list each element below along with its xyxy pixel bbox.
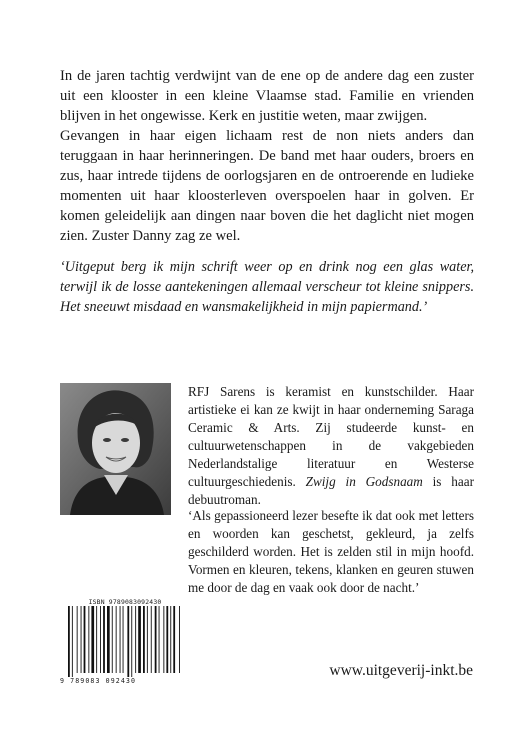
book-title: Zwijg in Godsnaam <box>305 474 423 489</box>
blurb <box>60 66 474 246</box>
author-quote: ‘Als gepassioneerd lezer besefte ik dat ook met letters en woorden kan geschetst, gekleurd, ja zelfs geschilderd worden. Het is zelden stil in mijn hoofd. Vormen en kleuren, tekens, klanken en geuren stuwen me door de dag en vaak ook door de nacht.’ <box>188 508 474 595</box>
bio-text: RFJ Sarens is keramist en kunstschilder. Haar artistieke ei kan ze kwijt in haar onderneming Saraga Ceramic & Arts. Zij studeerde kunst- en cultuurwetenschappen in de vakgebieden Nederlandstalige literatuur en Westerse cultuurgeschiedenis. <box>188 384 474 489</box>
author-bio <box>188 383 474 509</box>
publisher-website: www.uitgeverij-inkt.be <box>329 662 473 679</box>
excerpt-quote: ‘Uitgeput berg ik mijn schrift weer op en drink nog een glas water, terwijl ik de losse aantekeningen allemaal verscheur tot kleine snippers. Het sneeuwt misdaad en wansmakelijkheid in mijn papiermand.’ <box>60 259 474 315</box>
barcode-bars <box>60 606 186 680</box>
blurb-paragraph-1: In de jaren tachtig verdwijnt van de ene op de andere dag een zuster uit een klooster in een kleine Vlaamse stad. Familie en vrienden blijven in het ongewisse. Kerk en justitie weten, maar zwijgen. <box>60 68 474 124</box>
isbn-label: ISBN 9789083092430 <box>88 598 162 606</box>
bio-text-end: is haar debuutroman. <box>188 474 474 507</box>
author-photo <box>60 383 171 515</box>
barcode-digits: 9 789083 092430 <box>60 677 137 685</box>
blurb-paragraph-2: Gevangen in haar eigen lichaam rest de non niets anders dan teruggaan in haar herinneringen. De band met haar ouders, broers en zus, haar intrede tijdens de oorlogsjaren en de ontroerende en ludieke momenten uit haar kloosterleven overspoelen haar in golven. Er komen geleidelijk aan dingen naar boven die het daglicht niet mogen zien. Zuster Danny zag ze wel. <box>60 128 474 244</box>
isbn-barcode <box>60 598 186 690</box>
